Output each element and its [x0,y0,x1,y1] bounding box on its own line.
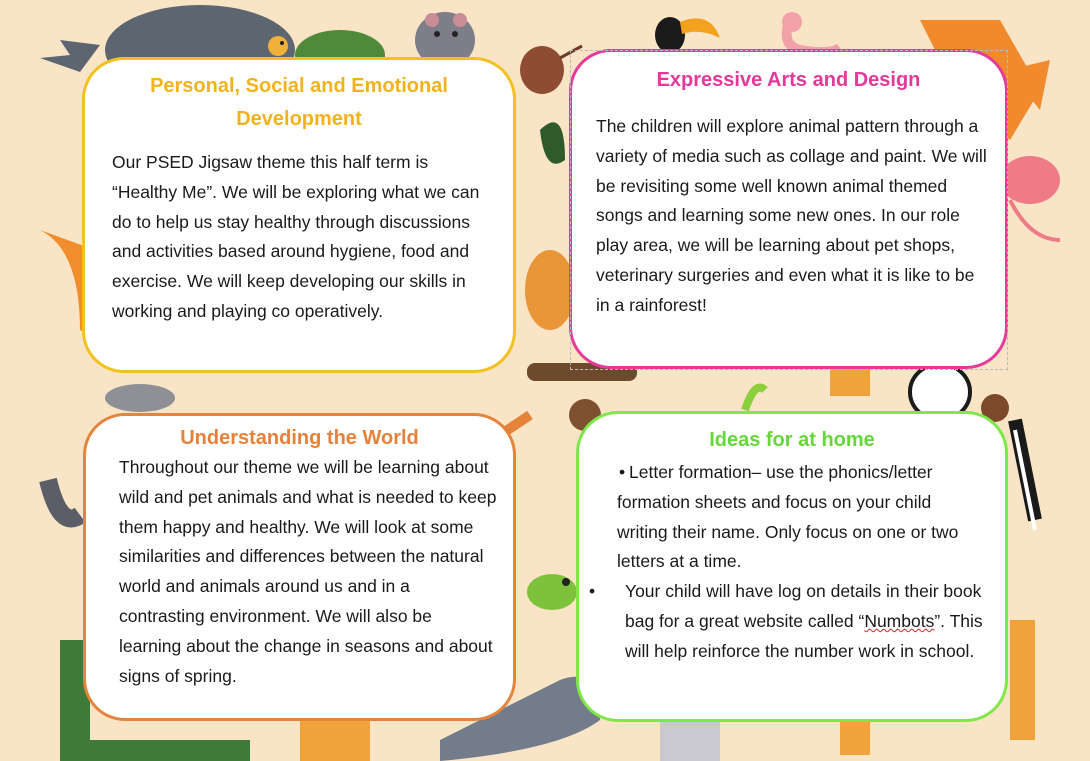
jellyfish-icon [1000,156,1060,240]
utw-card [83,413,516,721]
list-item [579,456,1005,577]
chameleon-icon [527,574,577,610]
list-item [579,577,1005,666]
psed-title: Personal, Social and Emotional Development [150,75,448,130]
ead-card [569,49,1008,369]
leaf-icon [540,122,565,164]
home-item-text-pre: Your child will have log on details in their book bag for a great website called “ [625,581,982,631]
home-item-text: Letter formation– use the phonics/letter formation sheets and focus on your child writing their name. Only focus on one or two letters at a time. [617,462,959,572]
utw-title: Understanding the World [180,427,419,449]
toucan-icon [655,17,720,53]
flamingo-icon [782,12,840,52]
bullet-icon: • [619,462,626,482]
spellcheck-word[interactable]: Numbots [864,610,935,631]
bird-icon [268,36,288,56]
ead-body: The children will explore animal pattern through a variety of media such as collage and paint. We will be revisiting some well known animal themed songs and learning some new ones. In our role play area, we will be learning about pet shops, veterinary surgeries and even what it is like to be in a rainforest! [596,116,987,315]
ead-title: Expressive Arts and Design [656,69,921,91]
home-ideas-card [576,411,1008,722]
psed-card [82,57,516,373]
home-ideas-list [579,456,1005,667]
snake-icon [745,388,765,411]
home-title: Ideas for at home [709,429,875,451]
bullet-icon: • [589,581,596,602]
utw-body: Throughout our theme we will be learning about wild and pet animals and what is needed to keep them happy and healthy. We will look at some similarities and differences between the natural world and animals around us and in a contrasting environment. We will also be learning about the change in seasons and about signs of spring. [119,457,497,686]
home-item-text-post: ”. This will help reinforce the number work in school. [625,610,983,661]
psed-body: Our PSED Jigsaw theme this half term is “Healthy Me”. We will be exploring what we can do to help us stay healthy through discussions and activities based around hygiene, food and exercise. We will keep developing our skills in working and playing co operatively. [112,152,480,321]
